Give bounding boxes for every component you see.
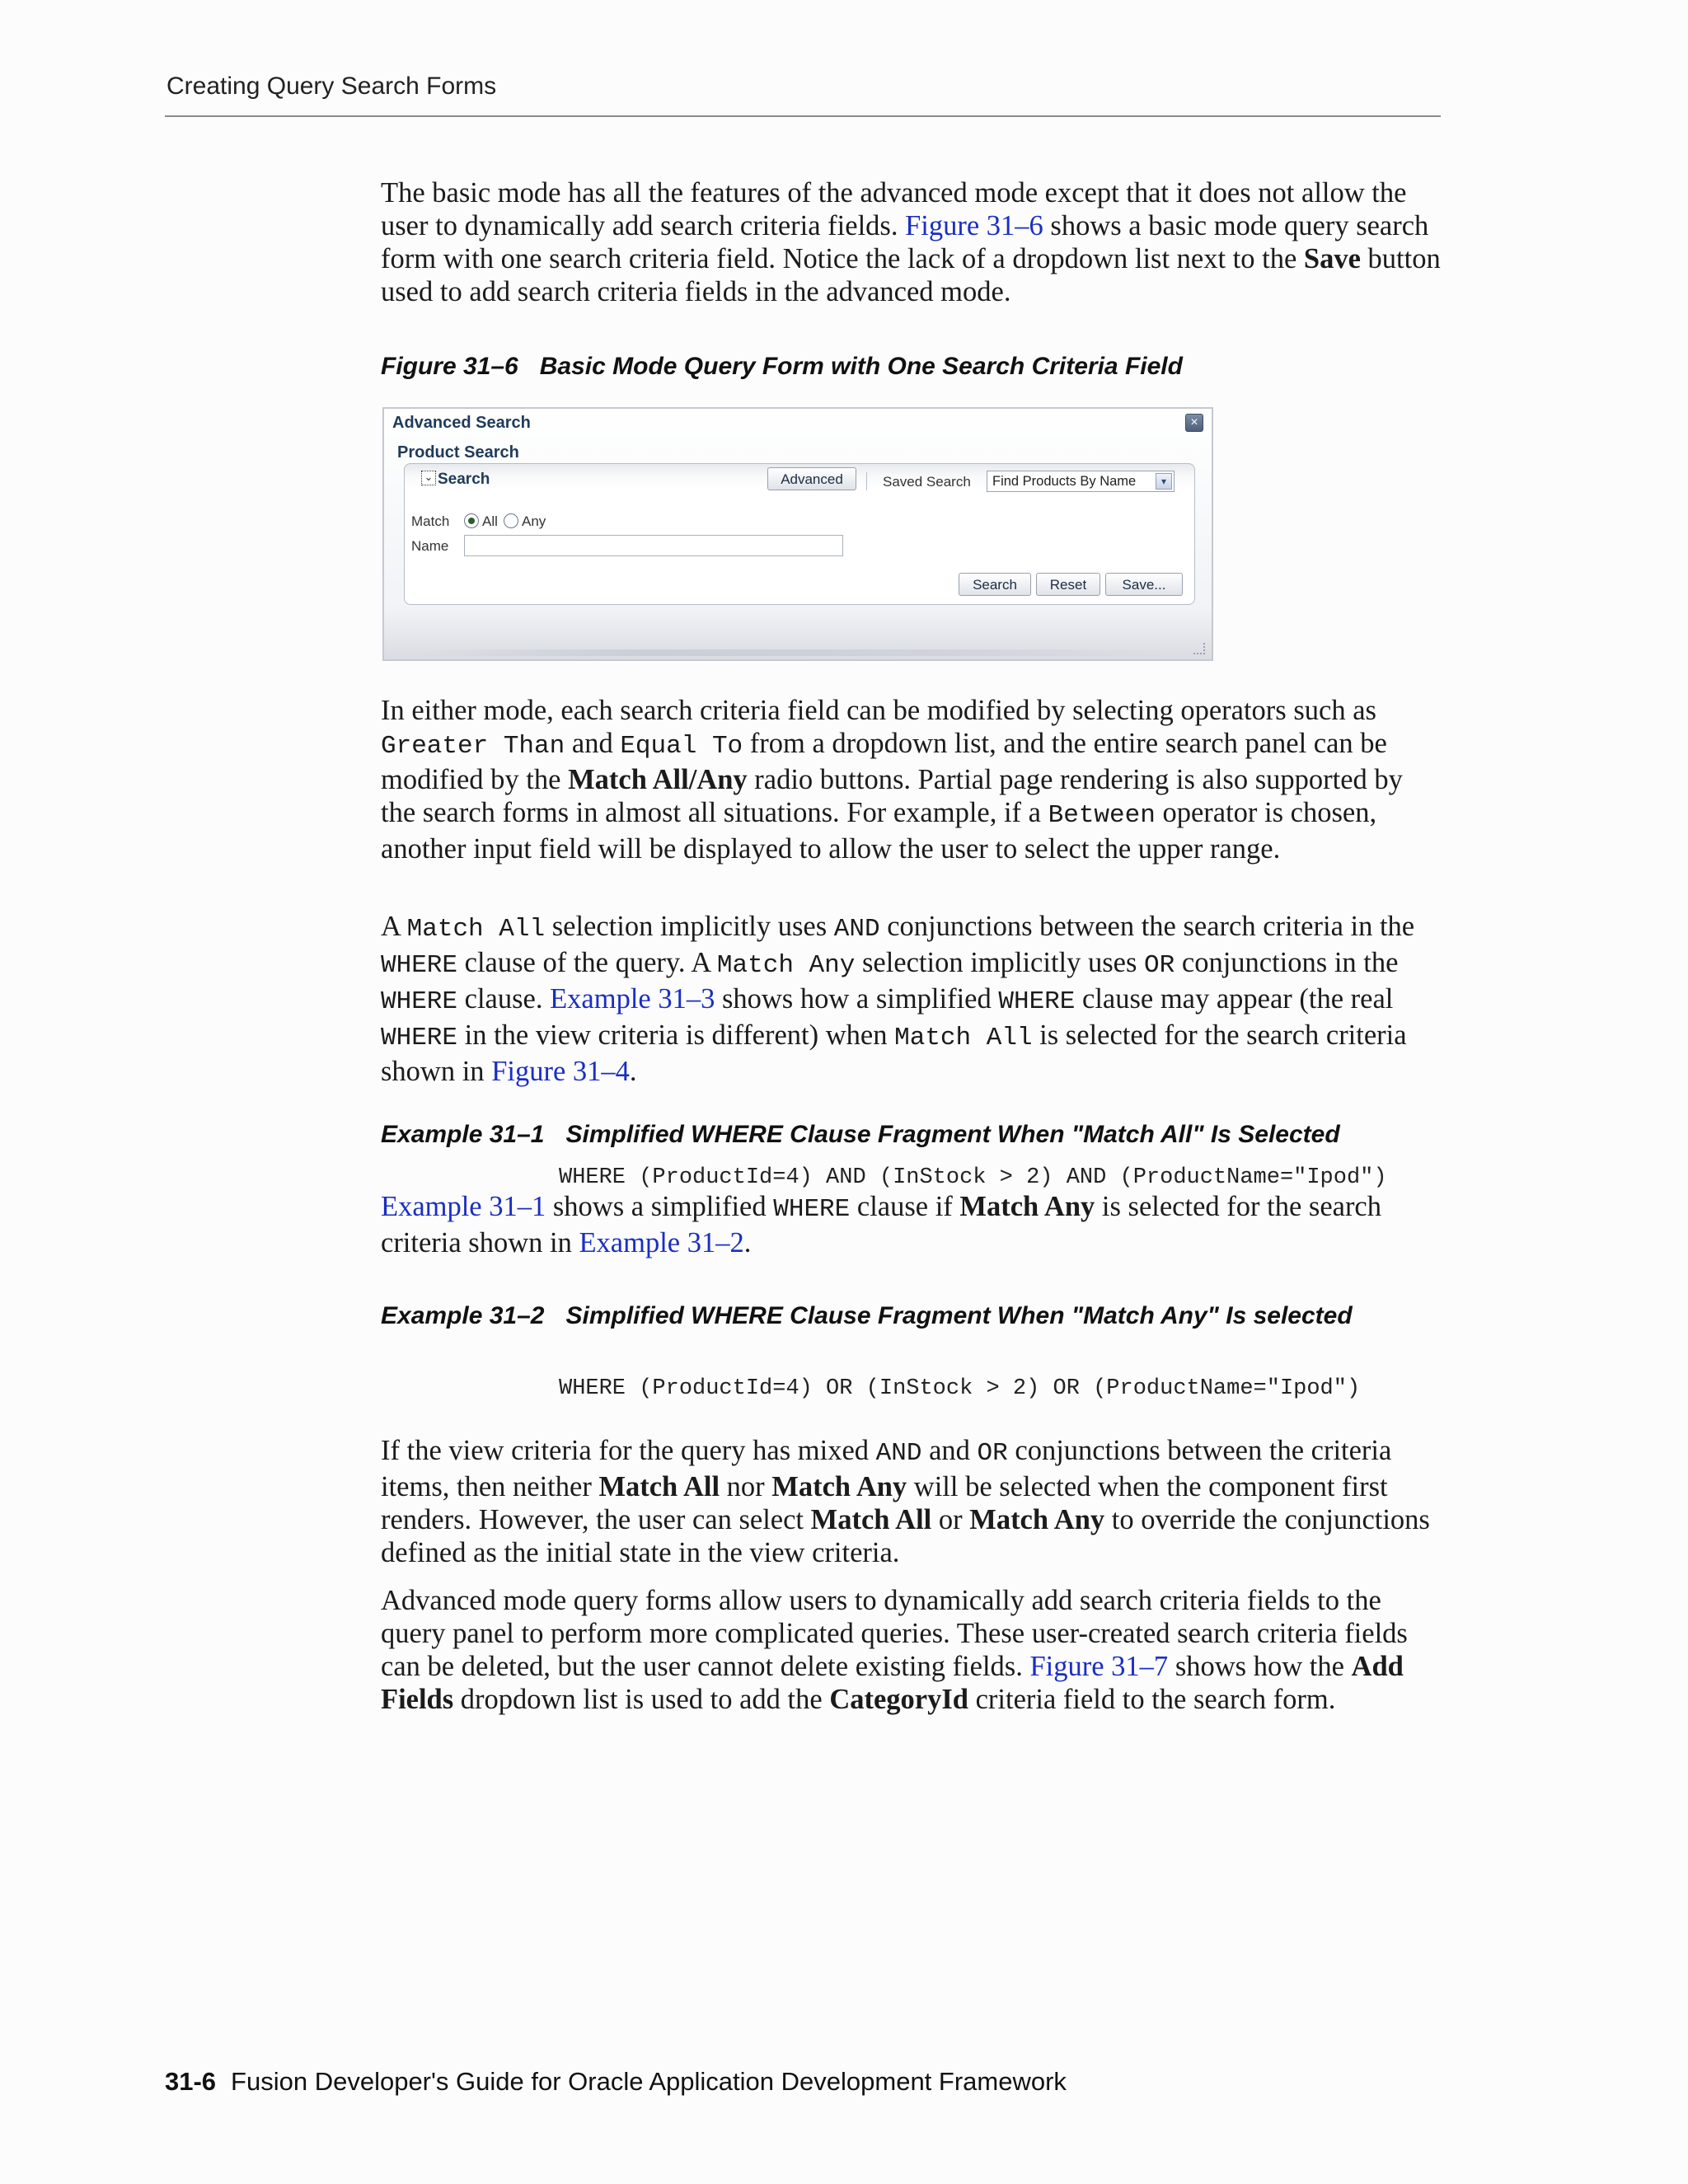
text: dropdown list is used to add the	[453, 1684, 830, 1715]
bold-text: Add Fields	[381, 1651, 1404, 1715]
cropped-background	[417, 649, 1175, 656]
bold-text: Match Any	[969, 1504, 1105, 1535]
paragraph-basic-mode	[381, 176, 1444, 308]
text: and	[565, 728, 621, 759]
page-footer	[165, 2067, 1067, 2097]
figure-number: Figure 31–6	[381, 353, 518, 380]
example-number: Example 31–2	[381, 1302, 545, 1329]
code-text: WHERE	[381, 1024, 458, 1052]
code-text: Between	[1048, 801, 1156, 830]
text: A	[381, 911, 407, 942]
text: Advanced mode query forms allow users to dynamically add search criteria fields to the query panel to perform more complicated queries. These user-created search criteria fields can be deleted, but the user cannot delete existing fields.	[381, 1585, 1408, 1682]
saved-search-label: Saved Search	[883, 474, 971, 490]
text: The basic mode has all the features of the advanced mode except that it does not allow the user to dynamically add search criteria fields.	[381, 177, 1407, 241]
figure-title: Basic Mode Query Form with One Search Criteria Field	[539, 353, 1183, 380]
example-caption-1	[381, 1121, 1340, 1149]
code-text: Equal To	[620, 732, 743, 761]
name-label: Name	[411, 538, 449, 554]
text: In either mode, each search criteria field can be modified by selecting operators such as	[381, 695, 1376, 726]
advanced-button[interactable]: Advanced	[767, 467, 856, 490]
text: conjunctions between the search criteria in the	[879, 911, 1415, 942]
text: button used to add search criteria fields in the advanced mode.	[381, 243, 1441, 307]
panel-title: Product Search	[397, 443, 519, 462]
reset-button[interactable]: Reset	[1036, 573, 1100, 596]
text: or	[931, 1504, 970, 1535]
toolbar-separator	[866, 472, 867, 490]
match-all-radio[interactable]	[464, 513, 479, 528]
text: and	[921, 1435, 978, 1466]
figure-31-4-link[interactable]: Figure 31–4	[491, 1056, 630, 1087]
collapse-toggle-icon[interactable]: ⌄	[421, 471, 436, 485]
figure-caption	[381, 353, 1183, 381]
match-all-label: All	[482, 513, 498, 529]
bold-text: Match Any	[959, 1191, 1095, 1222]
search-panel	[404, 463, 1195, 605]
text: nor	[720, 1471, 772, 1502]
code-text: Match Any	[716, 951, 856, 980]
code-text: OR	[1144, 951, 1175, 980]
text: .	[743, 1227, 752, 1258]
paragraph-operators	[381, 694, 1444, 865]
example-31-3-link[interactable]: Example 31–3	[550, 983, 715, 1015]
text: shows how a simplified	[715, 983, 999, 1015]
example-title: Simplified WHERE Clause Fragment When "Match All" Is Selected	[565, 1121, 1340, 1148]
text: criteria field to the search form.	[968, 1684, 1336, 1715]
text: from a dropdown list, and the entire search panel can be modified by the	[381, 728, 1387, 795]
text: shows a basic mode query search form with one search criteria field. Notice the lack of a dropdown list next to the	[381, 210, 1429, 274]
code-example-2: WHERE (ProductId=4) OR (InStock > 2) OR (ProductName="Ipod")	[559, 1376, 1361, 1401]
example-caption-2	[381, 1302, 1353, 1330]
paragraph-match-any	[381, 1190, 1444, 1259]
save-button[interactable]: Save...	[1105, 573, 1183, 596]
text: operator is chosen, another input field will be displayed to allow the user to select the upper range.	[381, 797, 1377, 865]
code-text: WHERE	[381, 987, 458, 1016]
basic-mode-query-form-screenshot	[382, 407, 1213, 661]
text: If the view criteria for the query has mixed	[381, 1435, 876, 1466]
match-any-label: Any	[522, 513, 546, 529]
text: to override the conjunctions defined as the initial state in the view criteria.	[381, 1504, 1430, 1568]
match-any-radio[interactable]	[504, 513, 518, 528]
bold-text: Match Any	[771, 1471, 907, 1502]
search-button[interactable]: Search	[959, 573, 1031, 596]
running-header: Creating Query Search Forms	[166, 73, 497, 100]
paragraph-advanced-mode	[381, 1584, 1444, 1716]
resize-handle-icon[interactable]	[1193, 643, 1205, 654]
text: is selected for the search criteria shown in	[381, 1019, 1407, 1087]
bold-text: CategoryId	[829, 1684, 968, 1715]
example-title: Simplified WHERE Clause Fragment When "Match Any" Is selected	[565, 1302, 1353, 1329]
bold-text: Match All	[598, 1471, 720, 1502]
code-text: AND	[833, 915, 880, 944]
example-number: Example 31–1	[381, 1121, 545, 1148]
code-text: Match All	[894, 1024, 1033, 1052]
book-title: Fusion Developer's Guide for Oracle Application Development Framework	[231, 2067, 1067, 2096]
name-input[interactable]	[464, 535, 843, 556]
text: conjunctions in the	[1175, 947, 1399, 978]
text: shows how the	[1168, 1651, 1352, 1682]
bold-text: Match All/Any	[568, 764, 748, 795]
text: selection implicitly uses	[545, 911, 834, 942]
bold-text: Match All	[810, 1504, 932, 1535]
match-label: Match	[411, 513, 450, 529]
text: clause may appear (the real	[1075, 983, 1394, 1015]
close-icon[interactable]: ×	[1185, 414, 1203, 432]
text: radio buttons. Partial page rendering is also supported by the search forms in almost all situations. For example, if a	[381, 764, 1403, 828]
text: clause of the query. A	[457, 947, 717, 978]
code-text: WHERE	[381, 951, 458, 980]
saved-search-value: Find Products By Name	[992, 474, 1137, 489]
search-section-title: Search	[438, 471, 490, 488]
text: clause if	[850, 1191, 960, 1222]
text: is selected for the search criteria shown in	[381, 1191, 1381, 1258]
example-31-1-link[interactable]: Example 31–1	[381, 1191, 546, 1222]
text: will be selected when the component first renders. However, the user can select	[381, 1471, 1388, 1535]
paragraph-mixed-conjunctions	[381, 1434, 1444, 1569]
text: selection implicitly uses	[855, 947, 1145, 978]
figure-31-6-link[interactable]: Figure 31–6	[905, 210, 1043, 241]
text: conjunctions between the criteria items, then neither	[381, 1435, 1392, 1502]
saved-search-select[interactable]	[987, 471, 1175, 492]
text: shows a simplified	[546, 1191, 774, 1222]
figure-31-7-link[interactable]: Figure 31–7	[1029, 1651, 1169, 1682]
example-31-2-link[interactable]: Example 31–2	[579, 1227, 744, 1258]
bold-text: Save	[1303, 243, 1361, 274]
code-example-1: WHERE (ProductId=4) AND (InStock > 2) AND (ProductName="Ipod")	[559, 1165, 1387, 1190]
code-text: WHERE	[773, 1195, 851, 1224]
code-text: Greater Than	[381, 732, 565, 761]
text: .	[629, 1056, 637, 1087]
page-number: 31-6	[165, 2067, 217, 2096]
code-text: WHERE	[998, 987, 1076, 1016]
chevron-down-icon[interactable]: ▾	[1156, 473, 1172, 490]
window-title: Advanced Search	[392, 414, 531, 432]
code-text: OR	[977, 1439, 1008, 1468]
text: clause.	[457, 983, 551, 1015]
code-text: Match All	[406, 915, 546, 944]
header-divider	[165, 115, 1441, 117]
paragraph-match-all	[381, 910, 1444, 1088]
text: in the view criteria is different) when	[457, 1019, 895, 1051]
code-text: AND	[875, 1439, 922, 1468]
